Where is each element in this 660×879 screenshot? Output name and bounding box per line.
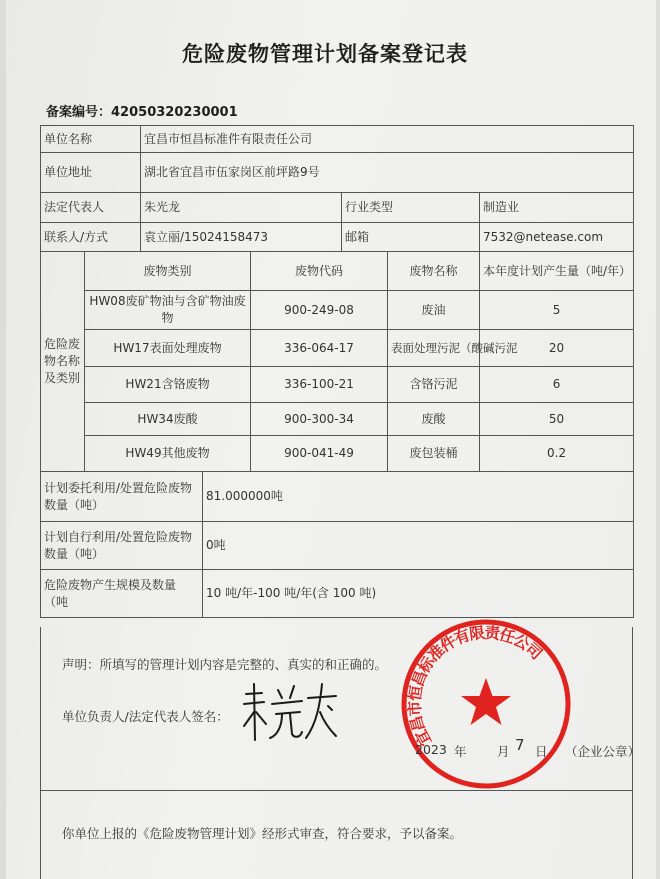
waste-category: HW08废矿物油与含矿物油废物 [85,291,251,330]
waste-category: HW34废酸 [85,403,251,436]
date-year: 2023 [415,742,447,757]
entrusted-row [41,472,634,522]
waste-name: 表面处理污泥（酸碱污泥 [388,330,480,367]
waste-code: 900-041-49 [251,436,388,472]
date-day-unit: 日 [535,744,548,759]
entrusted-label: 计划委托利用/处置危险废物数量（吨） [41,472,203,522]
waste-name: 废油 [388,291,480,330]
waste-code: 900-300-34 [251,403,388,436]
unit-address-row [41,153,634,193]
signature-label: 单位负责人/法定代表人签名： [62,709,229,724]
waste-category: HW17表面处理废物 [85,330,251,367]
waste-category: HW49其他废物 [85,436,251,472]
unit-name-row [41,126,634,153]
legal-rep-label: 法定代表人 [41,193,141,223]
waste-code: 336-064-17 [251,330,388,367]
waste-amount: 6 [480,367,634,403]
email-label: 邮箱 [342,223,480,252]
waste-header-name: 废物名称 [388,252,480,291]
contact-row [41,223,634,252]
company-seal-note: （企业公章） [565,744,641,759]
waste-code: 900-249-08 [251,291,388,330]
waste-header-code: 废物代码 [251,252,388,291]
self-disposal-row [41,522,634,570]
unit-address-label: 单位地址 [41,153,141,193]
waste-name: 废包装桶 [388,436,480,472]
unit-name-label: 单位名称 [41,126,141,153]
table-row [41,330,634,367]
scale-label: 危险废物产生规模及数量（吨 [41,570,203,618]
company-seal [398,616,574,792]
waste-amount: 5 [480,291,634,330]
email-value: 7532@netease.com [480,223,634,252]
table-row [41,367,634,403]
date-month-unit: 月 [497,744,510,759]
waste-header-row [41,252,634,291]
legal-rep-row [41,193,634,223]
approval-text: 你单位上报的《危险废物管理计划》经形式审查，符合要求，予以备案。 [62,826,463,841]
waste-code: 336-100-21 [251,367,388,403]
waste-name: 废酸 [388,403,480,436]
record-number-value: 42050320230001 [111,105,238,120]
waste-amount: 20 [480,330,634,367]
date-day-value: 7 [515,736,525,754]
self-disposal-label: 计划自行利用/处置危险废物数量（吨） [41,522,203,570]
unit-address-value: 湖北省宜昌市伍家岗区前坪路9号 [141,153,634,193]
industry-label: 行业类型 [342,193,480,223]
industry-value: 制造业 [480,193,634,223]
record-number [46,101,238,120]
waste-header-amount: 本年度计划产生量（吨/年） [480,252,634,291]
waste-header-category: 废物类别 [85,252,251,291]
waste-name: 含铬污泥 [388,367,480,403]
date-year-unit: 年 [454,744,467,759]
record-number-label: 备案编号： [46,105,112,120]
seal-text: 宜昌市恒昌标准件有限责任公司 [405,623,546,749]
waste-section-label: 危险废物名称及类别 [41,252,85,472]
self-disposal-value: 0吨 [203,522,634,570]
unit-name-value: 宜昌市恒昌标准件有限责任公司 [141,126,634,153]
table-row [41,403,634,436]
registration-table [40,125,634,618]
legal-rep-value: 朱光龙 [141,193,342,223]
contact-label: 联系人/方式 [41,223,141,252]
table-row [41,291,634,330]
entrusted-value: 81.000000吨 [203,472,634,522]
seal-star-icon [461,678,511,725]
contact-value: 袁立丽/15024158473 [141,223,342,252]
handwritten-signature [242,676,338,744]
scale-row [41,570,634,618]
table-row [41,436,634,472]
waste-amount: 0.2 [480,436,634,472]
declaration-text: 声明：所填写的管理计划内容是完整的、真实的和正确的。 [62,657,388,672]
form-title: 危险废物管理计划备案登记表 [182,42,468,66]
waste-category: HW21含铬废物 [85,367,251,403]
scale-value: 10 吨/年-100 吨/年(含 100 吨) [203,570,634,618]
waste-amount: 50 [480,403,634,436]
